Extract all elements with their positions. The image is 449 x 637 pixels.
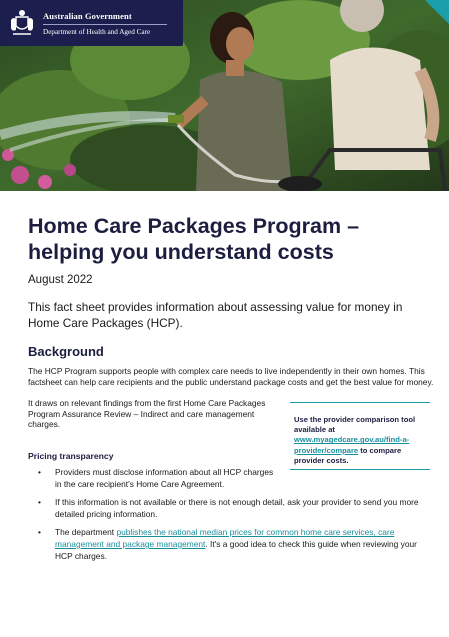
teal-corner-accent xyxy=(425,0,449,24)
publication-date: August 2022 xyxy=(28,274,93,286)
background-paragraph-1: The HCP Program supports people with complex care needs to live independently in their own homes. This factsheet can help care recipients and the public understand package costs and get the best value for money. xyxy=(28,366,434,387)
list-item xyxy=(28,466,275,490)
pricing-bullet-list xyxy=(28,466,434,568)
bullet-text-3-after: . It's a good idea to check this guide when reviewing your HCP charges. xyxy=(55,539,417,561)
government-banner xyxy=(0,0,183,46)
provider-comparison-callout xyxy=(290,402,430,470)
page-title: Home Care Packages Program – helping you understand costs xyxy=(28,214,360,264)
hero-photo xyxy=(0,0,449,191)
bullet-text-3-before: The department xyxy=(55,527,117,537)
banner-divider xyxy=(43,24,167,25)
coat-of-arms-icon xyxy=(9,8,35,38)
bullet-dot: • xyxy=(38,497,41,507)
intro-paragraph: This fact sheet provides information about assessing value for money in Home Care Packages (HCP). xyxy=(28,300,403,330)
department-name: Department of Health and Aged Care xyxy=(43,28,151,36)
bullet-text-2: If this information is not available or there is not enough detail, ask your provider to send you more detailed pricing information. xyxy=(55,497,419,519)
background-heading: Background xyxy=(28,344,104,359)
bullet-dot: • xyxy=(38,527,41,537)
background-paragraph-2: It draws on relevant findings from the first Home Care Packages Program Assurance Review – Indirect and care management charges. xyxy=(28,398,266,430)
callout-text-after: to compare provider costs. xyxy=(294,445,402,465)
list-item xyxy=(28,526,434,562)
callout-text-before: Use the provider comparison tool available at xyxy=(294,415,416,435)
list-item xyxy=(28,496,434,520)
government-name: Australian Government xyxy=(43,11,132,21)
median-prices-link[interactable]: publishes the national median prices for common home care services, care management and package management xyxy=(55,527,395,549)
bullet-dot: • xyxy=(38,467,41,477)
bullet-text-1: Providers must disclose information about all HCP charges in the care recipient's Home Care Agreement. xyxy=(55,467,274,489)
callout-text xyxy=(294,415,426,466)
provider-compare-link[interactable]: www.myagedcare.gov.au/find-a-provider/compare xyxy=(294,435,410,455)
pricing-transparency-heading: Pricing transparency xyxy=(28,451,114,461)
